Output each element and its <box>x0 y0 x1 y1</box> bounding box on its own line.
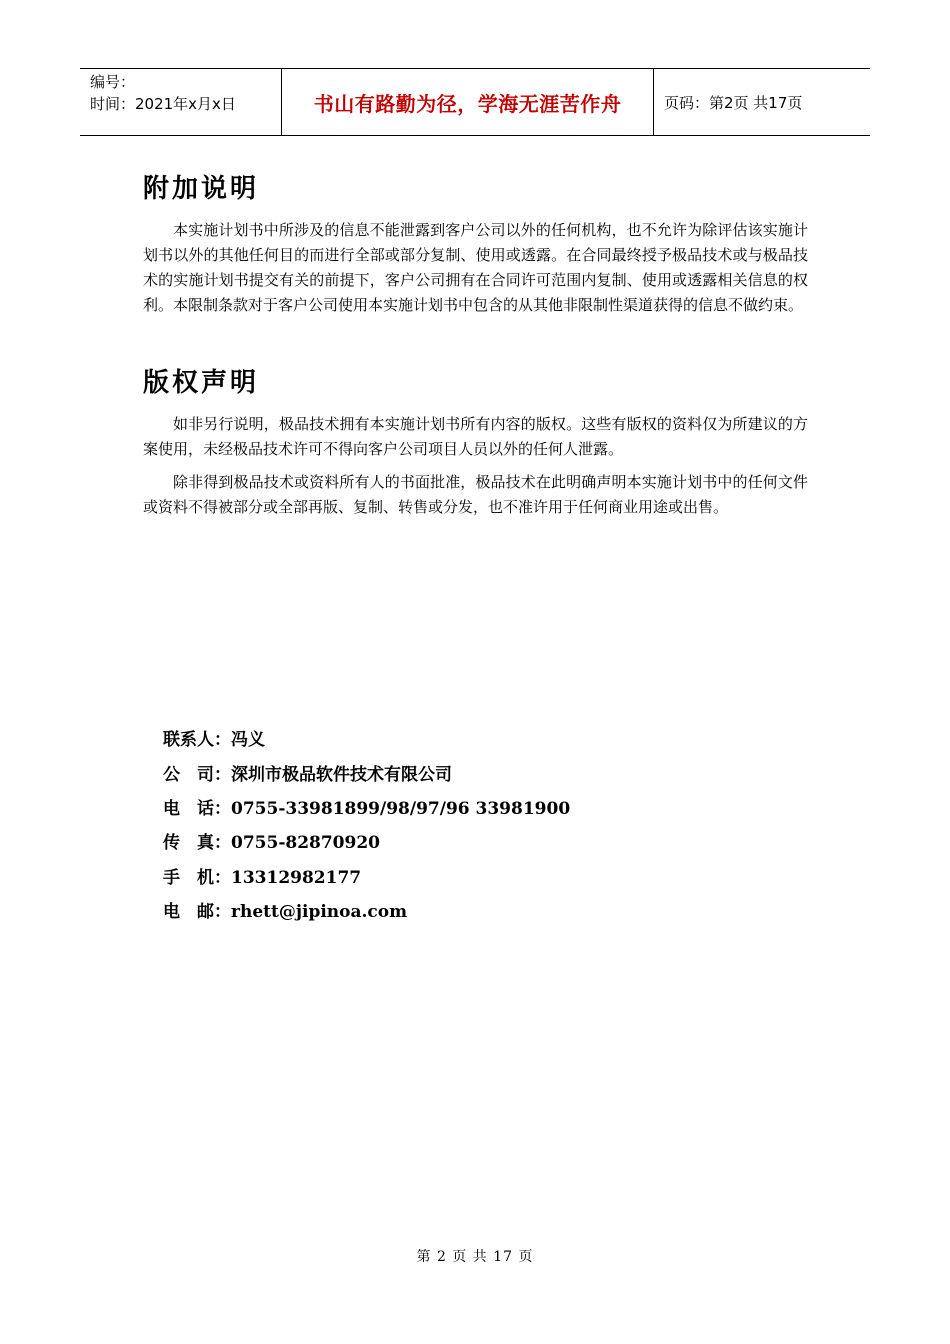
contact-fax-value: 0755-82870920 <box>231 833 380 853</box>
contact-fax-label: 传 真： <box>163 833 231 853</box>
contact-email <box>163 900 407 924</box>
contact-person-value: 冯义 <box>231 730 265 750</box>
contact-phone-value: 0755-33981899/98/97/96 33981900 <box>231 799 571 819</box>
contact-mobile-label: 手 机： <box>163 868 231 888</box>
header-meta <box>80 69 281 135</box>
contact-email-label: 电 邮： <box>163 902 231 922</box>
header-time: 时间：2021年x月x日 <box>90 95 236 113</box>
section-title-additional-notes: 附加说明 <box>143 174 260 204</box>
contact-mobile <box>163 866 361 890</box>
contact-company-value: 深圳市极品软件技术有限公司 <box>231 765 452 785</box>
contact-fax <box>163 831 380 855</box>
contact-company-label: 公 司： <box>163 765 231 785</box>
contact-company <box>163 763 452 787</box>
contact-phone <box>163 797 570 821</box>
contact-email-value: rhett@jipinoa.com <box>231 902 408 922</box>
section-paragraph: 除非得到极品技术或资料所有人的书面批准，极品技术在此明确声明本实施计划书中的任何文件或资料不得被部分或全部再版、复制、转售或分发，也不准许用于任何商业用途或出售。 <box>143 473 808 516</box>
contact-mobile-value: 13312982177 <box>231 868 362 888</box>
contact-person-label: 联系人： <box>163 730 231 750</box>
page-header <box>80 68 870 136</box>
page-footer: 第 2 页 共 17 页 <box>416 1249 534 1265</box>
section-paragraph: 本实施计划书中所涉及的信息不能泄露到客户公司以外的任何机构，也不允许为除评估该实施计划书以外的其他任何目的而进行全部或部分复制、使用或透露。在合同最终授予极品技术或与极品技术的实施计划书提交有关的前提下，客户公司拥有在合同许可范围内复制、使用或透露相关信息的权利。本限制条款对于客户公司使用本实施计划书中包含的从其他非限制性渠道获得的信息不做约束。 <box>143 221 808 314</box>
contact-person <box>163 728 265 752</box>
section-title-copyright: 版权声明 <box>143 368 260 398</box>
header-number: 编号： <box>90 73 136 91</box>
section-paragraph: 如非另行说明，极品技术拥有本实施计划书所有内容的版权。这些有版权的资料仅为所建议的方案使用，未经极品技术许可不得向客户公司项目人员以外的任何人泄露。 <box>143 415 808 458</box>
header-motto: 书山有路勤为径，学海无涯苦作舟 <box>281 69 654 135</box>
contact-phone-label: 电 话： <box>163 799 231 819</box>
header-page-number: 页码：第2页 共17页 <box>664 93 803 112</box>
